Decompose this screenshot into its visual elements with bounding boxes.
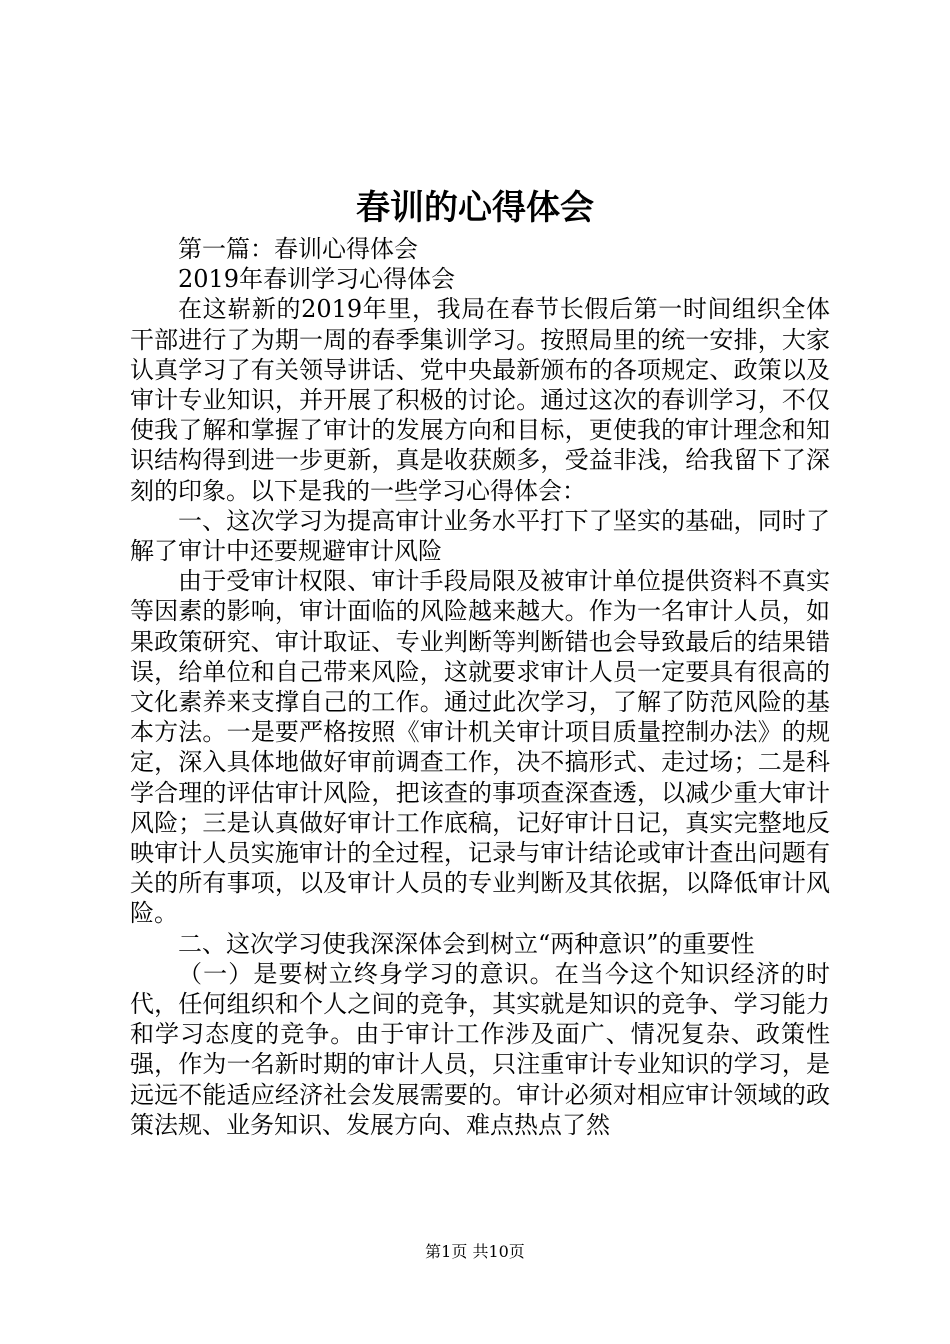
paragraph-lifelong-learning: （一）是要树立终身学习的意识。在当今这个知识经济的时代，任何组织和个人之间的竞争，其实就是知识的竞争、学习能力和学习态度的竞争。由于审计工作涉及面广、情况复杂、政策性强，作为一名新时期的审计人员，只注重审计专业知识的学习，是远远不能适应经济社会发展需要的。审计必须对相应审计领域的政策法规、业务知识、发展方向、难点热点了然 — [130, 959, 830, 1139]
page-number-footer: 第1页 共10页 — [425, 1242, 525, 1261]
paragraph-subtitle: 2019年春训学习心得体会 — [178, 265, 456, 294]
paragraph-risk: 由于受审计权限、审计手段局限及被审计单位提供资料不真实等因素的影响，审计面临的风险越来越大。作为一名审计人员，如果政策研究、审计取证、专业判断等判断错也会导致最后的结果错误，给单位和自己带来风险，这就要求审计人员一定要具有很高的文化素养来支撑自己的工作。通过此次学习，了解了防范风险的基本方法。一是要严格按照《审计机关审计项目质量控制办法》的规定，深入具体地做好审前调查工作，决不搞形式、走过场；二是科学合理的评估审计风险，把该查的事项查深查透，以减少重大审计风险；三是认真做好审计工作底稿，记好审计日记，真实完整地反映审计人员实施审计的全过程，记录与审计结论或审计查出问题有关的所有事项，以及审计人员的专业判断及其依据，以降低审计风险。 — [130, 567, 830, 928]
paragraph-point-two: 二、这次学习使我深深体会到树立“两种意识”的重要性 — [178, 929, 755, 958]
document-body — [130, 234, 830, 1140]
paragraph-point-one: 一、这次学习为提高审计业务水平打下了坚实的基础，同时了解了审计中还要规避审计风险 — [130, 506, 830, 566]
document-title: 春训的心得体会 — [356, 188, 594, 228]
paragraph-intro: 在这崭新的2019年里，我局在春节长假后第一时间组织全体干部进行了为期一周的春季集训学习。按照局里的统一安排，大家认真学习了有关领导讲话、党中央最新颁布的各项规定、政策以及审计专业知识，并开展了积极的讨论。通过这次的春训学习，不仅使我了解和掌握了审计的发展方向和目标，更使我的审计理念和知识结构得到进一步更新，真是收获颇多，受益非浅，给我留下了深刻的印象。以下是我的一些学习心得体会： — [130, 295, 830, 505]
paragraph-section-heading: 第一篇：春训心得体会 — [178, 235, 418, 263]
